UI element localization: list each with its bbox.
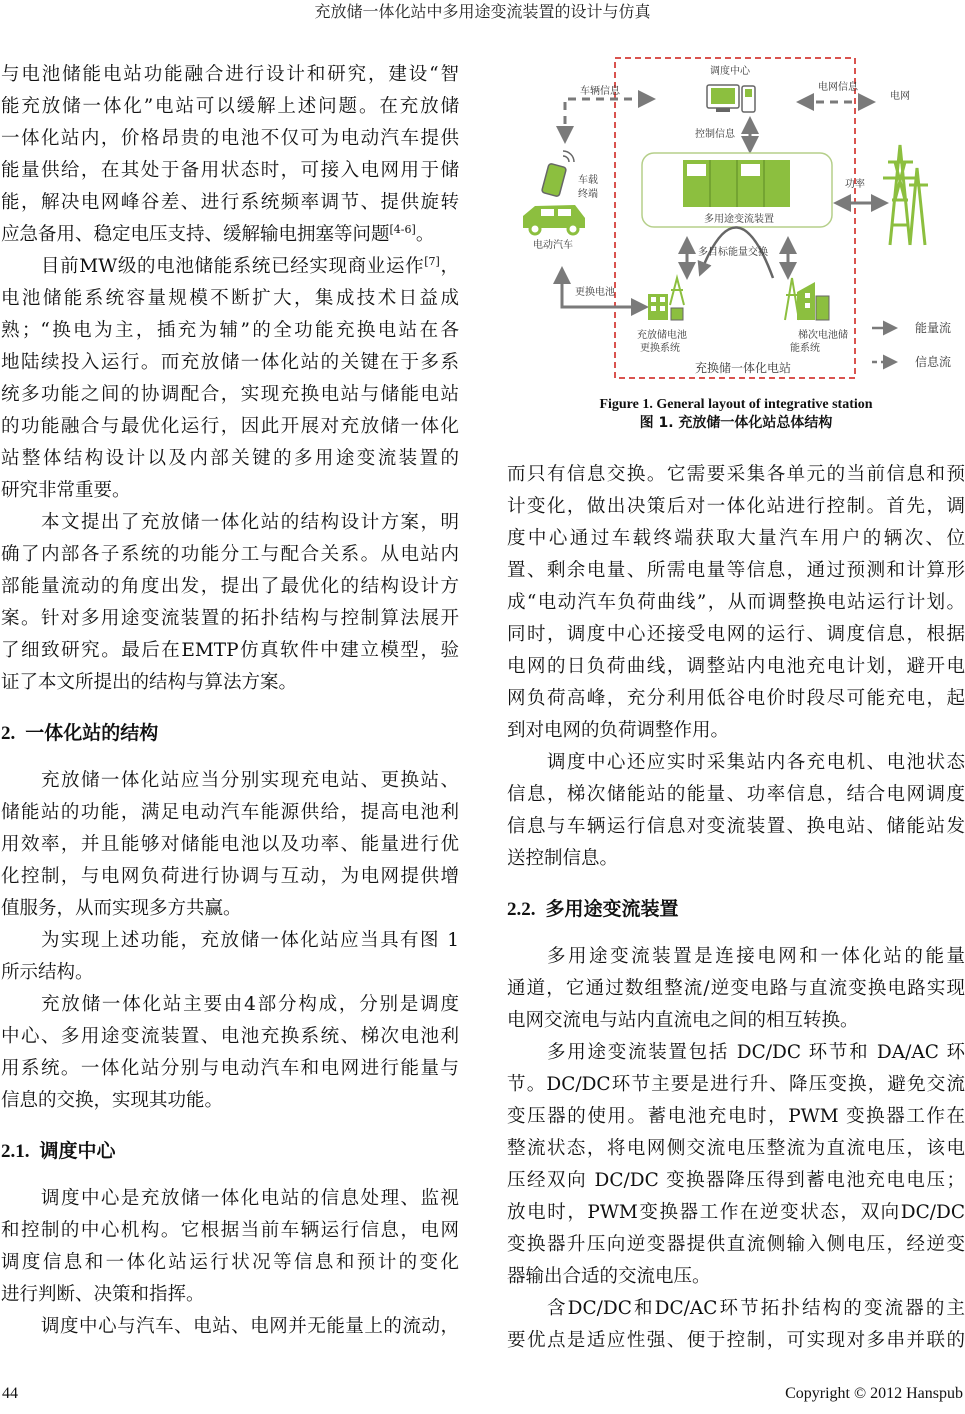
paragraph (1, 765, 459, 925)
integrative-station-diagram (505, 50, 965, 380)
label-cascade-2: 能系统 (790, 343, 820, 354)
text-line: 化控制，与电网负荷进行协调与互动，为电网提供增 (1, 866, 459, 887)
paragraph (1, 1183, 459, 1311)
text-segment: 。 (415, 224, 435, 245)
paragraph (507, 747, 965, 875)
electric-car-icon (523, 205, 585, 234)
figure-caption-zh: 图 1. 充放储一体化站总体结构 (639, 415, 833, 431)
text-line: 网负荷高峰，充分利用低谷电价时段尽可能充电，起 (507, 688, 965, 709)
swap-station-icon (648, 278, 684, 320)
text-line: 部能量流动的角度出发，提出了最优化的结构设计方 (1, 576, 459, 597)
label-control-info: 控制信息 (695, 129, 735, 140)
computer-icon (707, 85, 755, 112)
label-onboard-1: 车载 (578, 175, 598, 186)
cascade-storage-icon (785, 278, 829, 320)
text-line: 为实现上述功能，充放储一体化站应当具有图 1 (41, 930, 459, 951)
paragraph (1, 507, 459, 699)
text-segment: ， (439, 256, 459, 277)
text-line: 和控制的中心机构。它根据当前车辆运行信息，电网 (1, 1220, 459, 1241)
copyright: Copyright © 2012 Hanspub (785, 1385, 963, 1402)
text-line: 成“电动汽车负荷曲线”，从而调整换电站运行计划。 (507, 592, 965, 613)
transmission-tower-icon (883, 145, 928, 245)
paragraph (1, 1311, 459, 1343)
text-line: 信息与车辆运行信息对变流装置、换电站、储能站发 (507, 816, 965, 837)
text-line: 电网的日负荷曲线，调整站内电池充电计划，避开电 (507, 656, 965, 677)
label-onboard-2: 终端 (578, 189, 598, 200)
vehicle-info-arrow (565, 99, 650, 138)
label-ev: 电动汽车 (533, 240, 573, 251)
text-line: 充放储一体化站主要由4部分构成，分别是调度 (41, 994, 459, 1015)
left-column (1, 59, 459, 1343)
right-column (507, 459, 965, 1357)
text-line: 统多功能之间的协调配合，实现充换电站与储能电站 (1, 384, 459, 405)
section-heading (1, 717, 459, 749)
label-swap-battery: 更换电池 (575, 287, 615, 298)
section-number: 2. (1, 723, 16, 744)
label-swap-system-1: 充放储电池 (637, 330, 687, 341)
text-line: 能，解决电网峰谷差、进行系统频率调节、提供旋转 (1, 192, 459, 213)
paragraph (507, 459, 965, 747)
text-line: 电网交流电与站内直流电之间的相互转换。 (507, 1010, 859, 1031)
text-line: 含DC/DC和DC/AC环节拓扑结构的变流器的主 (547, 1298, 965, 1319)
legend-info-label: 信息流 (914, 355, 952, 369)
text-line: 案。针对多用途变流装置的拓扑结构与控制算法展开 (1, 608, 459, 629)
text-line: 同时，调度中心还接受电网的运行、调度信息，根据 (507, 624, 965, 645)
label-vehicle-info: 车辆信息 (580, 86, 620, 97)
label-grid: 电网 (890, 91, 910, 102)
figure-caption-en: Figure 1. General layout of integrative station (599, 397, 873, 412)
text-line: 能量供给，在其处于备用状态时，可接入电网用于储 (1, 160, 459, 181)
text-line: 信息的交换，实现其功能。 (1, 1090, 224, 1111)
text-line: 站整体结构设计以及内部关键的多用途变流装置的 (1, 448, 459, 469)
text-line: 多用途变流装置包括 DC/DC 环节和 DA/AC 环 (547, 1042, 965, 1063)
text-line: 所示结构。 (1, 962, 94, 983)
converter-cabinets-icon (683, 160, 790, 207)
text-line: 变换器升压向逆变器提供直流侧输入侧电压，经逆变 (507, 1234, 965, 1255)
section-number: 2.2. (507, 899, 536, 920)
text-line: 器输出合适的交流电压。 (507, 1266, 711, 1287)
text-line: 整流状态，将电网侧交流电压整流为直流电压，该电 (507, 1138, 965, 1159)
text-line: 到对电网的负荷调整作用。 (507, 720, 730, 741)
text-line: 置、剩余电量、所需电量等信息，通过预测和计算形 (507, 560, 965, 581)
text-line: 了细致研究。最后在EMTP仿真软件中建立模型，验 (1, 640, 459, 661)
label-converter: 多用途变流装置 (704, 214, 774, 225)
paragraph (507, 941, 965, 1037)
text-line: 证了本文所提出的结构与算法方案。 (1, 672, 298, 693)
text-line: 地陆续投入运行。而充放储一体化站的关键在于多系 (1, 352, 459, 373)
section-title: 多用途变流装置 (545, 898, 679, 920)
text-line: 要优点是适应性强、便于控制，可实现对多串并联的 (507, 1330, 965, 1351)
text-line (1, 219, 459, 251)
paragraph (1, 59, 459, 251)
text-line: 研究非常重要。 (1, 480, 131, 501)
text-line: 调度中心还应实时采集站内各充电机、电池状态 (547, 752, 965, 773)
text-line: 用系统。一体化站分别与电动汽车和电网进行能量与 (1, 1058, 459, 1079)
text-line: 中心、多用途变流装置、电池充换系统、梯次电池利 (1, 1026, 459, 1047)
text-line: 通道，它通过数组整流/逆变电路与直流变换电路实现 (507, 978, 965, 999)
figure-1 (505, 50, 965, 380)
paragraph (1, 251, 459, 507)
text-line: 节。DC/DC环节主要是进行升、降压变换，避免交流 (507, 1074, 965, 1095)
text-line: 放电时，PWM变换器工作在逆变状态，双向DC/DC (507, 1202, 965, 1223)
text-line: 变压器的使用。蓄电池充电时，PWM 变换器工作在 (507, 1106, 965, 1127)
text-line: 充放储一体化站应当分别实现充电站、更换站、 (41, 770, 459, 791)
label-station: 充换储一体化电站 (694, 361, 792, 375)
label-grid-info: 电网信息 (818, 82, 858, 93)
section-number: 2.1. (1, 1141, 30, 1162)
page-number: 44 (2, 1385, 18, 1402)
paragraph (1, 989, 459, 1117)
text-line: 信息，梯次储能站的能量、功率信息，结合电网调度 (507, 784, 965, 805)
paragraph (507, 1037, 965, 1293)
text-line: 值服务，从而实现多方共赢。 (1, 898, 242, 919)
label-multi-energy: 多目标能量交换 (698, 247, 768, 258)
text-line: 的功能融合与最优化运行，因此开展对充放储一体化 (1, 416, 459, 437)
citation: [7] (424, 255, 440, 268)
text-line: 能充放储一体化”电站可以缓解上述问题。在充放储 (1, 96, 459, 117)
text-line: 计变化，做出决策后对一体化站进行控制。首先，调 (507, 496, 965, 517)
text-line: 进行判断、决策和指挥。 (1, 1284, 205, 1305)
text-segment: 目前MW级的电池储能系统已经实现商业运作 (41, 256, 425, 277)
label-dispatch-center: 调度中心 (710, 66, 750, 77)
text-line: 一体化站内，价格昂贵的电池不仅可为电动汽车提供 (1, 128, 459, 149)
paragraph (507, 1293, 965, 1357)
legend-energy-label: 能量流 (914, 321, 952, 335)
section-heading (1, 1135, 459, 1167)
text-line: 送控制信息。 (507, 848, 619, 869)
section-title: 调度中心 (39, 1140, 116, 1162)
onboard-terminal-icon (541, 151, 574, 197)
text-line: 压经双向 DC/DC 变换器降压得到蓄电池充电电压； (507, 1170, 965, 1191)
text-line: 确了内部各子系统的功能分工与配合关系。从电站内 (1, 544, 459, 565)
paragraph (1, 925, 459, 989)
text-line: 而只有信息交换。它需要采集各单元的当前信息和预 (507, 464, 965, 485)
text-line: 熟；“换电为主，插充为辅”的全功能充换电站在各 (1, 320, 459, 341)
text-line: 电池储能系统容量规模不断扩大，集成技术日益成 (1, 288, 459, 309)
text-segment: 应急备用、稳定电压支持、缓解输电拥塞等问题 (1, 224, 390, 245)
citation: [4-6] (389, 223, 416, 236)
label-cascade-1: 梯次电池储 (798, 330, 848, 341)
text-line (1, 251, 459, 283)
section-title: 一体化站的结构 (25, 722, 159, 744)
text-line: 本文提出了充放储一体化站的结构设计方案，明 (41, 512, 459, 533)
text-line: 与电池储能电站功能融合进行设计和研究，建设“智 (1, 64, 459, 85)
text-line: 多用途变流装置是连接电网和一体化站的能量 (547, 946, 965, 967)
text-line: 储能站的功能，满足电动汽车能源供给，提高电池利 (1, 802, 459, 823)
text-line: 用效率，并且能够对储能电池以及功率、能量进行优 (1, 834, 459, 855)
text-line: 调度信息和一体化站运行状况等信息和预计的变化 (1, 1252, 459, 1273)
text-line: 度中心通过车载终端获取大量汽车用户的辆次、位 (507, 528, 965, 549)
text-line: 调度中心与汽车、电站、电网并无能量上的流动， (41, 1316, 459, 1337)
label-swap-system-2: 更换系统 (640, 343, 680, 354)
text-line: 调度中心是充放储一体化电站的信息处理、监视 (41, 1188, 459, 1209)
label-power: 功率 (845, 179, 865, 190)
running-head: 充放储一体化站中多用途变流装置的设计与仿真 (314, 2, 651, 21)
section-heading (507, 893, 965, 925)
